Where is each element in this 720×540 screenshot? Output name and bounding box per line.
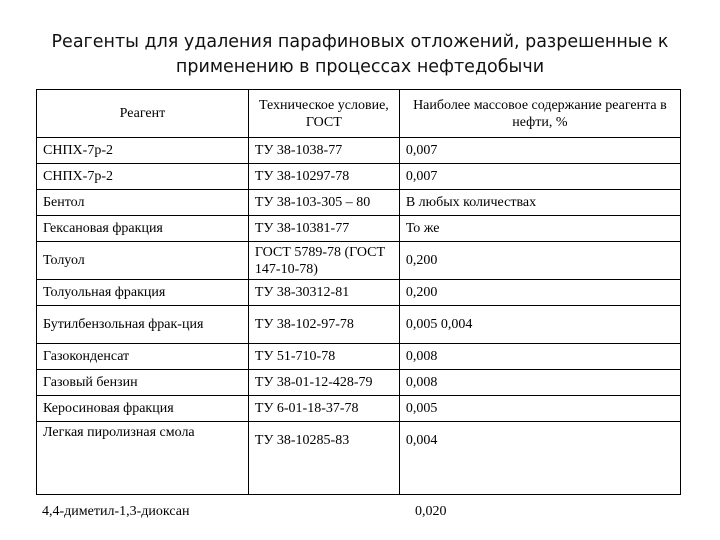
cell-reagent: 4,4-диметил-1,3-диоксан [42, 504, 190, 519]
table-row [37, 164, 681, 190]
cell-content: 0,005 0,004 [399, 306, 680, 344]
table-row [37, 370, 681, 396]
cell-content: 0,020 [415, 504, 447, 519]
cell-spec: ГОСТ 5789-78 (ГОСТ 147-10-78) [248, 242, 399, 280]
cell-reagent: Бутилбензольная фрак-ция [37, 306, 249, 344]
page-title [0, 30, 720, 80]
cell-reagent: Толуол [37, 242, 249, 280]
cell-spec: ТУ 51-710-78 [248, 344, 399, 370]
cell-content: То же [399, 216, 680, 242]
reagents-table [36, 89, 681, 495]
table-row [37, 242, 681, 280]
cell-reagent: СНПХ-7р-2 [37, 138, 249, 164]
cell-spec: ТУ 38-10381-77 [248, 216, 399, 242]
cell-content: 0,005 [399, 396, 680, 422]
cell-content: 0,200 [399, 280, 680, 306]
cell-reagent: СНПХ-7р-2 [37, 164, 249, 190]
cell-spec: ТУ 38-103-305 – 80 [248, 190, 399, 216]
cell-content: 0,008 [399, 344, 680, 370]
table-row [37, 216, 681, 242]
table-row [37, 138, 681, 164]
header-content: Наиболее массовое содержание реагента в нефти, % [399, 90, 680, 138]
cell-spec: ТУ 38-01-12-428-79 [248, 370, 399, 396]
cell-reagent: Газовый бензин [37, 370, 249, 396]
table-row [37, 344, 681, 370]
table-row [37, 306, 681, 344]
cell-spec: ТУ 6-01-18-37-78 [248, 396, 399, 422]
page-title-line-2: применению в процессах нефтедобычи [175, 57, 545, 77]
cell-reagent: Керосиновая фракция [37, 396, 249, 422]
table-body [37, 138, 681, 495]
cell-reagent: Газоконденсат [37, 344, 249, 370]
cell-content: 0,200 [399, 242, 680, 280]
table-row [37, 190, 681, 216]
cell-spec: ТУ 38-10297-78 [248, 164, 399, 190]
cell-reagent: Гексановая фракция [37, 216, 249, 242]
cell-content: 0,007 [399, 138, 680, 164]
table-row [37, 280, 681, 306]
cell-content: 0,007 [399, 164, 680, 190]
cell-spec: ТУ 38-102-97-78 [248, 306, 399, 344]
cell-reagent: Толуольная фракция [37, 280, 249, 306]
cell-spec: ТУ 38-30312-81 [248, 280, 399, 306]
page-title-line-1: Реагенты для удаления парафиновых отложений, разрешенные к [51, 32, 669, 52]
last-row-overlay [36, 489, 681, 533]
cell-spec: ТУ 38-1038-77 [248, 138, 399, 164]
table-row [37, 396, 681, 422]
header-reagent: Реагент [37, 90, 249, 138]
table-row [37, 422, 681, 495]
cell-spec: ТУ 38-10285-83 [248, 422, 399, 495]
table-header [37, 90, 681, 138]
cell-content: 0,008 [399, 370, 680, 396]
header-spec: Техническое условие, ГОСТ [248, 90, 399, 138]
cell-reagent: Бентол [37, 190, 249, 216]
cell-content: 0,004 [399, 422, 680, 495]
cell-content: В любых количествах [399, 190, 680, 216]
cell-reagent: Легкая пиролизная смола [37, 422, 249, 495]
